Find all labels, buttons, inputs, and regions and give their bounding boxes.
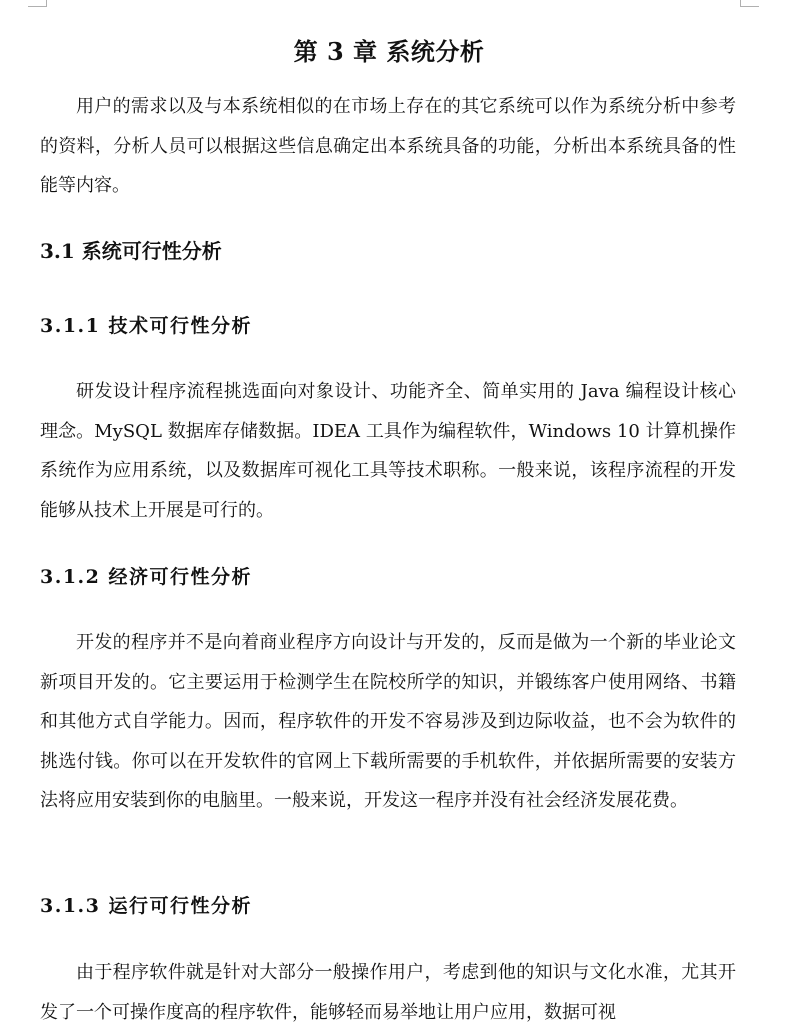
section-3-1-1-heading: 3.1.1 技术可行性分析: [40, 315, 253, 337]
operational-feasibility-paragraph: 由于程序软件就是针对大部分一般操作用户，考虑到他的知识与文化水准，尤其开发了一个可操作度高的程序软件，能够轻而易举地让用户应用，数据可视: [40, 962, 736, 1023]
left-margin-crop-mark: [28, 0, 47, 7]
technical-feasibility-paragraph: 研发设计程序流程挑选面向对象设计、功能齐全、简单实用的 Java 编程设计核心理念。MySQL 数据库存储数据。IDEA 工具作为编程软件，Windows 10 计算机操作系统作为应用系统，以及数据库可视化工具等技术职称。一般来说，该程序流程的开发能够从技术上开展是可行的。: [40, 381, 736, 521]
intro-paragraph: 用户的需求以及与本系统相似的在市场上存在的其它系统可以作为系统分析中参考的资料，分析人员可以根据这些信息确定出本系统具备的功能，分析出本系统具备的性能等内容。: [40, 96, 736, 196]
right-margin-crop-mark: [740, 0, 759, 7]
section-3-1-3-heading: 3.1.3 运行可行性分析: [40, 895, 253, 917]
chapter-title: 第 3 章 系统分析: [293, 37, 485, 67]
section-3-1-2-heading: 3.1.2 经济可行性分析: [40, 566, 253, 588]
section-3-1-heading: 3.1 系统可行性分析: [40, 239, 222, 263]
economic-feasibility-paragraph: 开发的程序并不是向着商业程序方向设计与开发的，反而是做为一个新的毕业论文新项目开发的。它主要运用于检测学生在院校所学的知识，并锻练客户使用网络、书籍和其他方式自学能力。因而，程序软件的开发不容易涉及到边际收益，也不会为软件的挑选付钱。你可以在开发软件的官网上下载所需要的手机软件，并依据所需要的安装方法将应用安装到你的电脑里。一般来说，开发这一程序并没有社会经济发展花费。: [40, 632, 736, 811]
